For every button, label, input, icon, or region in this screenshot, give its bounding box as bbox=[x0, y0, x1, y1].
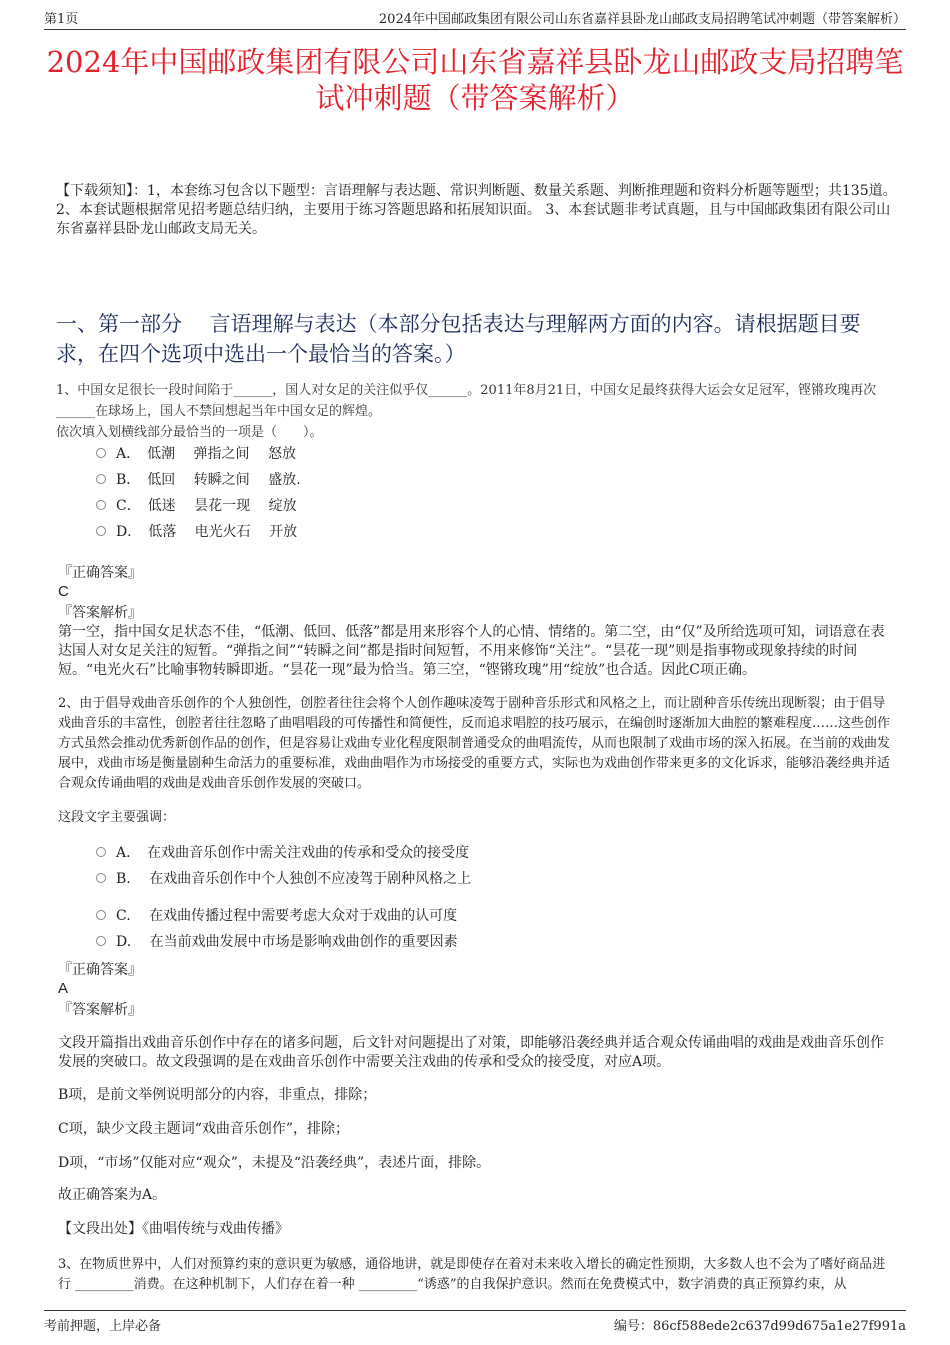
question-2-stem: 2、由于倡导戏曲音乐创作的个人独创性，创腔者往往会将个人创作趣味凌驾于剧种音乐形式和风格之上，而让剧种音乐传统出现断裂；由于倡导戏曲音乐的丰富性，创腔者往往忽略了曲唱唱段的可传播性和简便性，反而追求唱腔的技巧展示，在编创时逐渐加大曲腔的繁难程度……这些创作方式虽然会推动优秀新创作品的创作，但是容易让戏曲专业化程度限制普通受众的曲唱流传，从而也限制了戏曲市场的深入拓展。在当前的戏曲发展中，戏曲市场是衡量剧种生命活力的重要标准，戏曲曲唱作为市场接受的重要方式，实际也为戏曲创作带来更多的文化诉求，能够沿袭经典并适合观众传诵曲唱的戏曲是戏曲音乐创作发展的突破口。 bbox=[58, 696, 891, 791]
question-2-option-a[interactable]: A． 在戏曲音乐创作中需关注戏曲的传承和受众的接受度 bbox=[96, 843, 469, 863]
question-1-analysis-label: 『答案解析』 bbox=[58, 605, 142, 621]
question-2-conclusion: 故正确答案为A。 bbox=[58, 1187, 167, 1203]
radio-icon[interactable] bbox=[96, 526, 106, 536]
question-2-analysis: 文段开篇指出戏曲音乐创作中存在的诸多问题，后文针对问题提出了对策，即能够沿袭经典并适合观众传诵曲唱的戏曲是戏曲音乐创作发展的突破口。故文段强调的是在戏曲音乐创作中需要关注戏曲的传承和受众的接受度，对应A项。 bbox=[58, 1035, 884, 1070]
question-2-option-b[interactable]: B. 在戏曲音乐创作中个人独创不应凌驾于剧种风格之上 bbox=[96, 869, 471, 889]
question-2-option-c[interactable]: C. 在戏曲传播过程中需要考虑大众对于戏曲的认可度 bbox=[96, 906, 457, 926]
question-2-analysis-label: 『答案解析』 bbox=[58, 1002, 142, 1018]
page-number: 第1页 bbox=[44, 12, 79, 27]
download-notice: 【下载须知】：1，本套练习包含以下题型：言语理解与表达题、常识判断题、数量关系题、判断推理题和资料分析题等题型；共135道。 2、本套试题根据常见招考题总结归纳，主要用于练习答题思路和拓展知识面。 3、本套试题非考试真题，且与中国邮政集团有限公司山东省嘉祥县卧龙山邮政支局无关。 bbox=[56, 183, 897, 237]
radio-icon[interactable] bbox=[96, 873, 106, 883]
question-2-note-b: B项，是前文举例说明部分的内容，非重点，排除； bbox=[58, 1087, 377, 1103]
question-1-option-b[interactable]: B． 低回 转瞬之间 盛放. bbox=[96, 470, 301, 490]
footer-slogan: 考前押题，上岸必备 bbox=[44, 1319, 162, 1334]
question-2-prompt: 这段文字主要强调： bbox=[58, 810, 176, 825]
question-1-option-c[interactable]: C． 低迷 昙花一现 绽放 bbox=[96, 496, 297, 516]
question-2-answer: A bbox=[58, 980, 69, 997]
question-1-option-a[interactable]: A． 低潮 弹指之间 怒放 bbox=[96, 444, 296, 464]
radio-icon[interactable] bbox=[96, 474, 106, 484]
question-1-stem: 1、中国女足很长一段时间陷于______，国人对女足的关注似乎仅______。2011年8月21日，中国女足最终获得大运会女足冠军，铿锵玫瑰再次______在球场上，国人不禁回想起当年中国女足的辉煌。 bbox=[56, 383, 877, 419]
question-1-option-d[interactable]: D． 低落 电光火石 开放 bbox=[96, 522, 297, 542]
question-2-note-d: D项，“市场”仅能对应“观众”，未提及“沿袭经典”，表述片面，排除。 bbox=[58, 1155, 491, 1171]
question-1-answer: C bbox=[58, 583, 69, 600]
question-3-stem: 3、在物质世界中，人们对预算约束的意识更为敏感，通俗地讲，就是即使存在着对未来收入增长的确定性预期，大多数人也不会为了嗜好商品进行 _________消费。在这种机制下，人们存在着一种 _________“诱惑”的自我保护意识。然而在免费模式中，数字消费的真正预算约束，从 bbox=[58, 1257, 886, 1292]
question-2-answer-label: 『正确答案』 bbox=[58, 962, 142, 978]
question-2-note-c: C项，缺少文段主题词“戏曲音乐创作”，排除； bbox=[58, 1121, 350, 1137]
question-2-source: 【文段出处】《曲唱传统与戏曲传播》 bbox=[58, 1221, 289, 1237]
radio-icon[interactable] bbox=[96, 448, 106, 458]
document-id: 编号：86cf588ede2c637d99d675a1e27f991a bbox=[613, 1319, 906, 1334]
question-2-option-d[interactable]: D. 在当前戏曲发展中市场是影响戏曲创作的重要因素 bbox=[96, 932, 458, 952]
question-1-answer-label: 『正确答案』 bbox=[58, 565, 142, 581]
radio-icon[interactable] bbox=[96, 936, 106, 946]
footer-divider bbox=[44, 1310, 906, 1311]
header-divider bbox=[44, 29, 906, 30]
radio-icon[interactable] bbox=[96, 910, 106, 920]
question-1-prompt: 依次填入划横线部分最恰当的一项是（ ）。 bbox=[56, 425, 323, 440]
radio-icon[interactable] bbox=[96, 847, 106, 857]
page-title: 2024年中国邮政集团有限公司山东省嘉祥县卧龙山邮政支局招聘笔试冲刺题（带答案解析） bbox=[46, 45, 904, 115]
radio-icon[interactable] bbox=[96, 500, 106, 510]
section-heading: 一、第一部分 言语理解与表达（本部分包括表达与理解两方面的内容。请根据题目要求，在四个选项中选出一个最恰当的答案。） bbox=[56, 312, 861, 366]
question-1-analysis: 第一空，指中国女足状态不佳，“低潮、低回、低落”都是用来形容个人的心情、情绪的。第二空，由“仅”及所给选项可知，词语意在表达国人对女足关注的短暂。“弹指之间”“转瞬之间”都是指时间短暂，不用来修饰“关注”。“昙花一现”则是指事物或现象持续的时间短。“电光火石”比喻事物转瞬即逝。“昙花一现”最为恰当。第三空，“铿锵玫瑰”用“绽放”也合适。因此C项正确。 bbox=[58, 624, 885, 678]
running-header-title: 2024年中国邮政集团有限公司山东省嘉祥县卧龙山邮政支局招聘笔试冲刺题（带答案解析） bbox=[378, 12, 906, 27]
